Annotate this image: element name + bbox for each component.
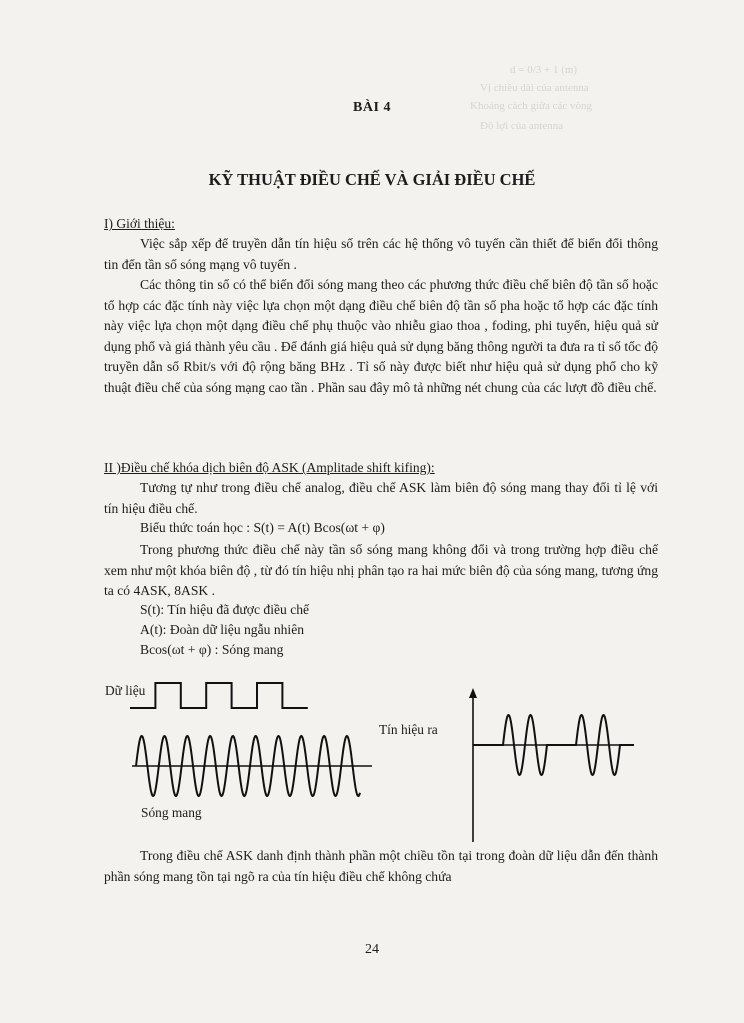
ask-paragraph-1: Tương tự như trong điều chế analog, điều chế ASK làm biên độ sóng mang thay đổi tỉ lệ với tín hiệu điều chế. — [104, 480, 658, 516]
ask-paragraph-3: Trong điều chế ASK danh định thành phần một chiều tồn tại trong đoàn dữ liệu dẫn đến thành phần sóng mang tồn tại ngõ ra của tín hiệu điều chế không chứa — [104, 848, 658, 884]
ask-heading: II )Điều chế khóa dịch biên độ ASK (Amplitade shift kifing): — [104, 460, 435, 475]
intro-paragraph-1: Việc sắp xếp để truyền dẫn tín hiệu số trên các hệ thống vô tuyến cần thiết để biến đổi thông tin đến tần số sóng mạng vô tuyến . — [104, 236, 658, 272]
page-number: 24 — [365, 942, 379, 957]
chapter-title: KỸ THUẬT ĐIỀU CHẾ VÀ GIẢI ĐIỀU CHẾ — [208, 170, 536, 189]
output-label: Tín hiệu ra — [379, 722, 438, 737]
ask-formula: Biểu thức toán học : S(t) = A(t) Bcos(ωt + φ) — [140, 520, 385, 535]
ask-paragraph-2: Trong phương thức điều chế này tần số sóng mang không đổi và trong trường hợp điều chế xem như một khóa biên độ , từ đó tín hiệu nhị phân tạo ra hai mức biên độ của sóng mang, tương ứng ta có 4ASK, 8ASK . — [104, 542, 658, 599]
bleed-line-2: Vị chiều dài của antenna — [480, 82, 589, 94]
definition-at: A(t): Đoàn dữ liệu ngẫu nhiên — [140, 622, 305, 637]
definition-st: S(t): Tín hiệu đã được điều chế — [140, 602, 310, 617]
bleed-line-3: Khoảng cách giữa các vòng — [470, 100, 593, 112]
data-label: Dữ liệu — [105, 683, 146, 698]
intro-paragraph-2: Các thông tin số có thể biến đổi sóng mang theo các phương thức điều chế biên độ tần số hoặc tổ hợp các đặc tính này việc lựa chọn một dạng điều chế biên độ tần số pha hoặc tổ hợp các đặc tính này việc lựa chọn một dạng điều chế phụ thuộc vào nhiễu giao thoa , foding, phi tuyến, hiệu quả sử dụng phổ và giá thành yêu cầu . Để đánh giá hiệu quả sử dụng băng thông người ta đưa ra tỉ số tốc độ truyền dẫn số Rbit/s với độ rộng băng BHz . Tỉ số này được biết như hiệu quả sử dụng phổ cho kỹ thuật điều chế của sóng mạng cao tần . Phần sau đây mô tả những nét chung của các lượt đồ điều chế. — [104, 277, 658, 395]
bleed-line-1: d = 0/3 + 1 (m) — [510, 64, 578, 76]
carrier-label: Sóng mang — [141, 805, 202, 820]
definition-carrier: Bcos(ωt + φ) : Sóng mang — [140, 642, 284, 657]
bleed-line-4: Độ lợi của antenna — [480, 120, 564, 132]
data-waveform — [130, 683, 308, 708]
output-y-arrow — [469, 688, 477, 698]
lesson-label: BÀI 4 — [353, 100, 391, 115]
intro-heading: I) Giới thiệu: — [104, 216, 175, 231]
output-waveform — [473, 715, 634, 775]
